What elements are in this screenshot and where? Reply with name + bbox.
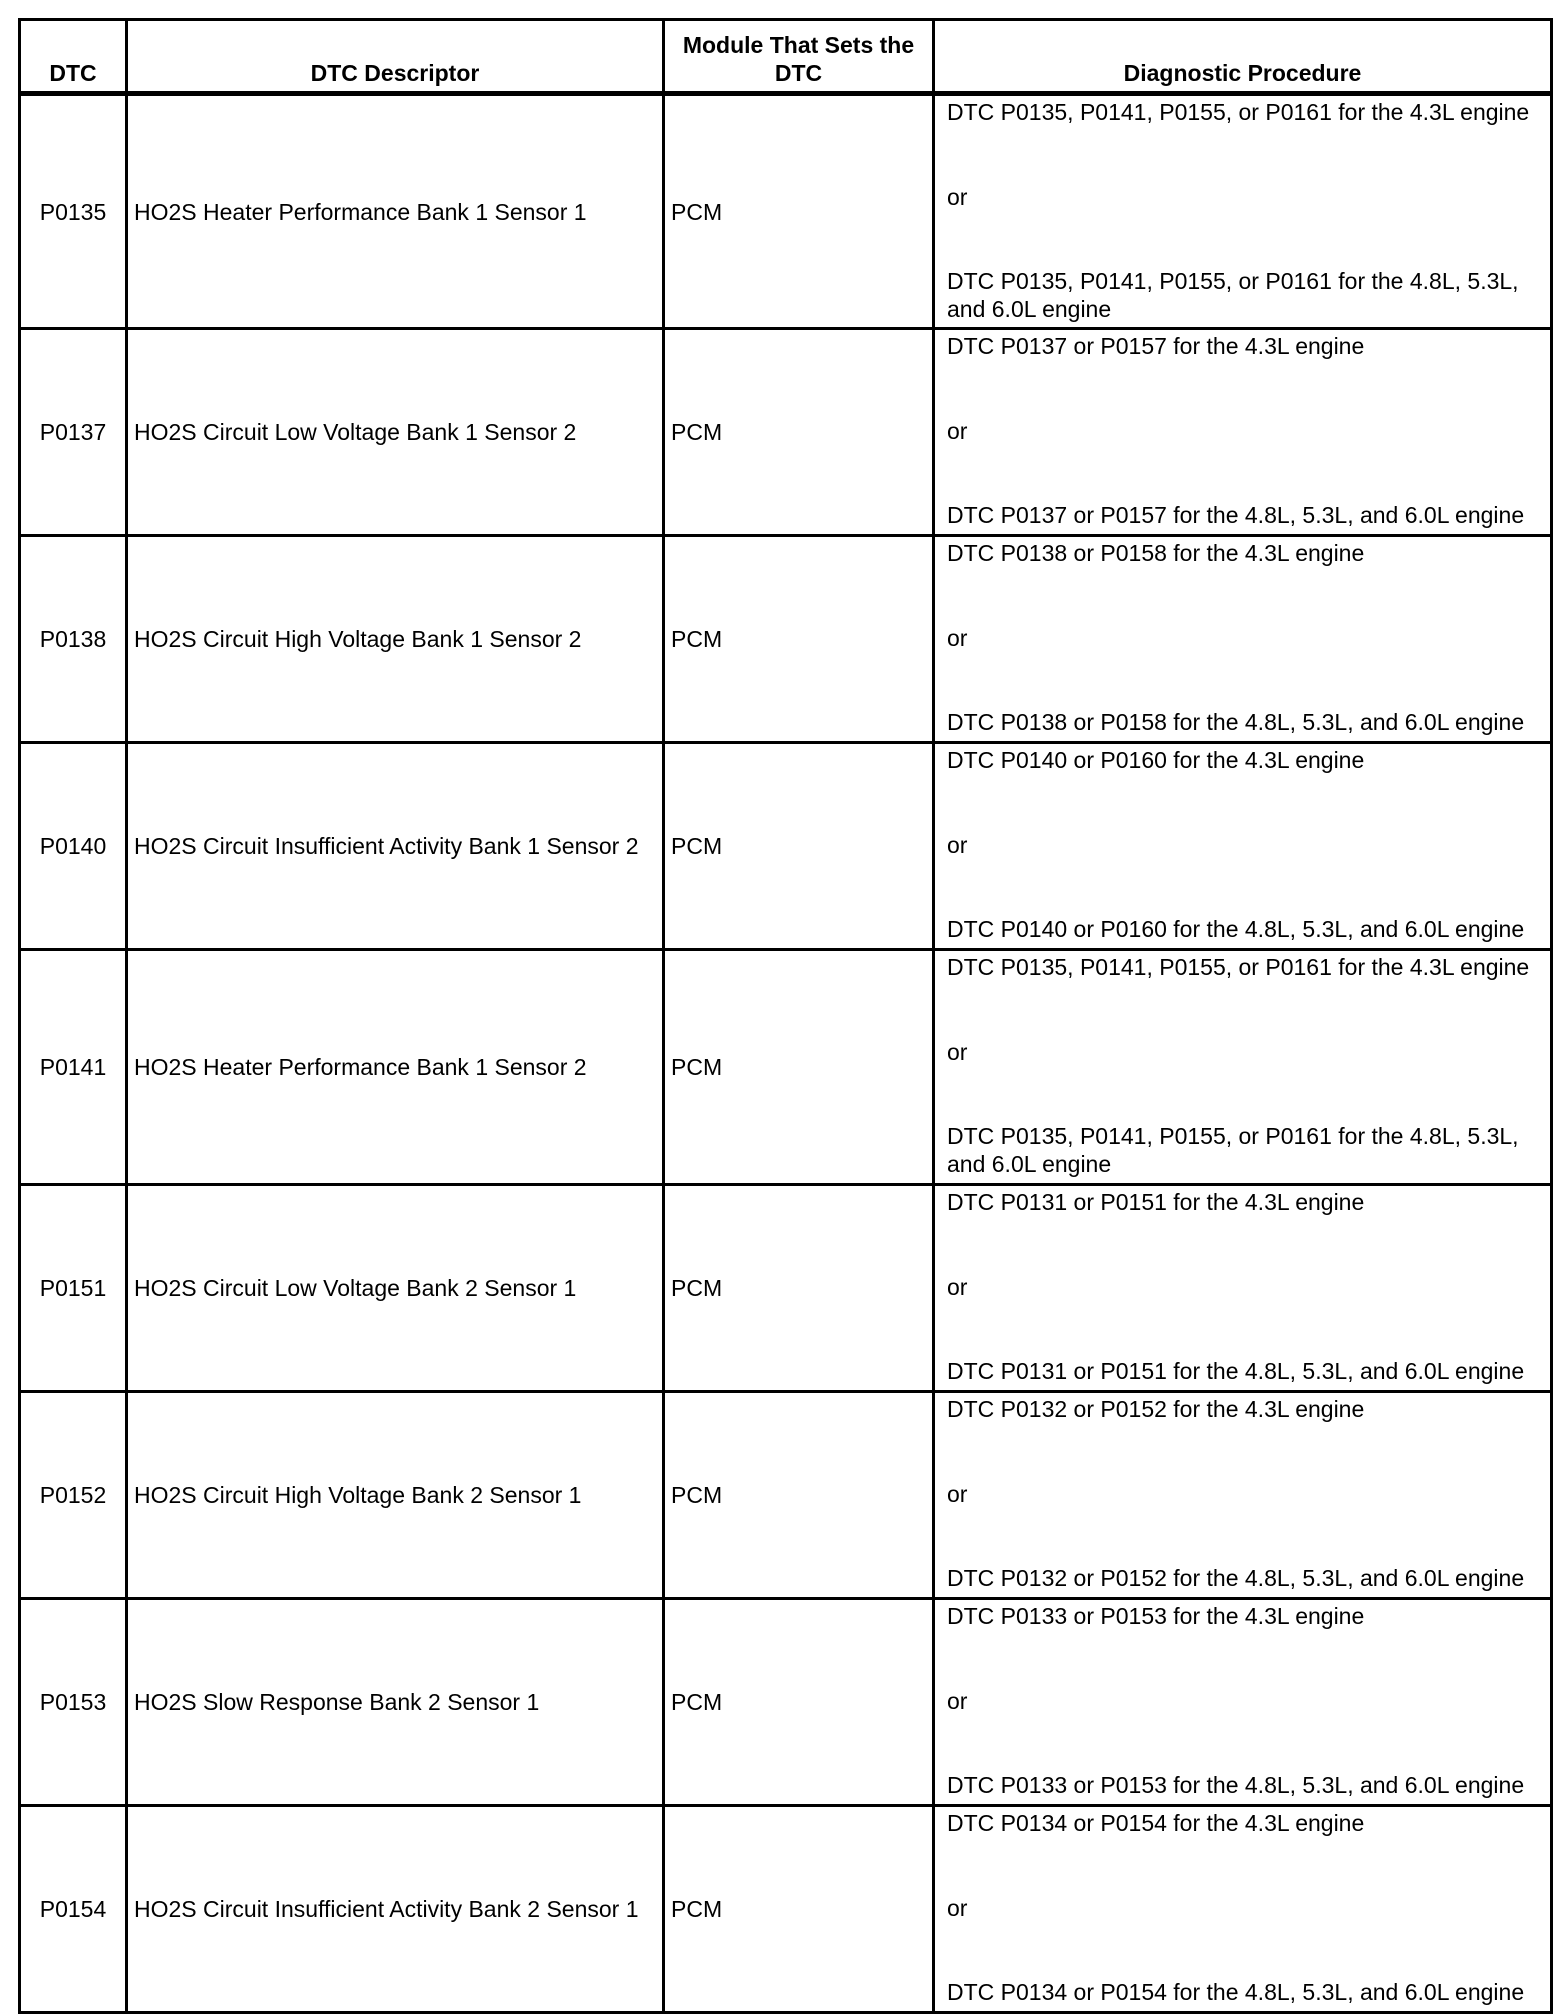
header-descriptor: DTC Descriptor (127, 20, 664, 94)
dtc-module: PCM (664, 329, 934, 536)
table-row (20, 743, 1552, 950)
procedure-or: or (947, 1687, 968, 1714)
dtc-descriptor: HO2S Circuit Insufficient Activity Bank 1 Sensor 2 (127, 743, 664, 950)
procedure-primary: DTC P0132 or P0152 for the 4.3L engine (947, 1396, 1365, 1422)
procedure-alternate: DTC P0135, P0141, P0155, or P0161 for the 4.8L, 5.3L, and 6.0L engine (947, 1123, 1519, 1177)
diagnostic-procedure (934, 1599, 1552, 1806)
diagnostic-procedure (934, 1806, 1552, 2013)
procedure-primary: DTC P0134 or P0154 for the 4.3L engine (947, 1810, 1365, 1836)
dtc-code: P0137 (20, 329, 127, 536)
table-row (20, 1599, 1552, 1806)
diagnostic-procedure (934, 743, 1552, 950)
table-row (20, 536, 1552, 743)
table-row (20, 1392, 1552, 1599)
dtc-module: PCM (664, 94, 934, 329)
procedure-or: or (947, 831, 968, 858)
procedure-primary: DTC P0135, P0141, P0155, or P0161 for the 4.3L engine (947, 99, 1530, 125)
table-row (20, 329, 1552, 536)
table-row (20, 950, 1552, 1185)
dtc-module: PCM (664, 536, 934, 743)
procedure-or: or (947, 1273, 968, 1300)
table-row (20, 1806, 1552, 2013)
dtc-code: P0138 (20, 536, 127, 743)
header-module: Module That Sets the DTC (664, 20, 934, 94)
dtc-module: PCM (664, 1806, 934, 2013)
dtc-descriptor: HO2S Circuit High Voltage Bank 1 Sensor 2 (127, 536, 664, 743)
procedure-alternate: DTC P0134 or P0154 for the 4.8L, 5.3L, and 6.0L engine (947, 1979, 1525, 2005)
procedure-or: or (947, 1480, 968, 1507)
header-procedure: Diagnostic Procedure (934, 20, 1552, 94)
diagnostic-procedure (934, 329, 1552, 536)
procedure-or: or (947, 1038, 968, 1065)
dtc-descriptor: HO2S Circuit Low Voltage Bank 1 Sensor 2 (127, 329, 664, 536)
procedure-primary: DTC P0140 or P0160 for the 4.3L engine (947, 747, 1365, 773)
diagnostic-procedure (934, 1392, 1552, 1599)
procedure-alternate: DTC P0140 or P0160 for the 4.8L, 5.3L, and 6.0L engine (947, 916, 1525, 942)
dtc-code: P0140 (20, 743, 127, 950)
dtc-descriptor: HO2S Circuit Low Voltage Bank 2 Sensor 1 (127, 1185, 664, 1392)
dtc-code: P0153 (20, 1599, 127, 1806)
procedure-alternate: DTC P0138 or P0158 for the 4.8L, 5.3L, and 6.0L engine (947, 709, 1525, 735)
dtc-descriptor: HO2S Heater Performance Bank 1 Sensor 1 (127, 94, 664, 329)
header-row (20, 20, 1552, 94)
dtc-module: PCM (664, 1599, 934, 1806)
procedure-primary: DTC P0138 or P0158 for the 4.3L engine (947, 540, 1365, 566)
dtc-module: PCM (664, 1185, 934, 1392)
procedure-alternate: DTC P0133 or P0153 for the 4.8L, 5.3L, and 6.0L engine (947, 1772, 1525, 1798)
table-row (20, 1185, 1552, 1392)
dtc-module: PCM (664, 950, 934, 1185)
procedure-primary: DTC P0135, P0141, P0155, or P0161 for the 4.3L engine (947, 954, 1530, 980)
dtc-module: PCM (664, 1392, 934, 1599)
procedure-alternate: DTC P0132 or P0152 for the 4.8L, 5.3L, and 6.0L engine (947, 1565, 1525, 1591)
diagnostic-procedure (934, 94, 1552, 329)
procedure-primary: DTC P0137 or P0157 for the 4.3L engine (947, 333, 1365, 359)
dtc-descriptor: HO2S Circuit Insufficient Activity Bank 2 Sensor 1 (127, 1806, 664, 2013)
dtc-code: P0151 (20, 1185, 127, 1392)
procedure-alternate: DTC P0131 or P0151 for the 4.8L, 5.3L, and 6.0L engine (947, 1358, 1525, 1384)
dtc-code: P0135 (20, 94, 127, 329)
diagnostic-procedure (934, 950, 1552, 1185)
procedure-alternate: DTC P0135, P0141, P0155, or P0161 for the 4.8L, 5.3L, and 6.0L engine (947, 268, 1519, 322)
dtc-descriptor: HO2S Heater Performance Bank 1 Sensor 2 (127, 950, 664, 1185)
table-row (20, 94, 1552, 329)
header-dtc: DTC (20, 20, 127, 94)
procedure-primary: DTC P0131 or P0151 for the 4.3L engine (947, 1189, 1365, 1215)
dtc-table (18, 18, 1553, 2014)
dtc-module: PCM (664, 743, 934, 950)
dtc-descriptor: HO2S Slow Response Bank 2 Sensor 1 (127, 1599, 664, 1806)
procedure-primary: DTC P0133 or P0153 for the 4.3L engine (947, 1603, 1365, 1629)
dtc-code: P0154 (20, 1806, 127, 2013)
dtc-descriptor: HO2S Circuit High Voltage Bank 2 Sensor 1 (127, 1392, 664, 1599)
procedure-or: or (947, 417, 968, 444)
diagnostic-procedure (934, 536, 1552, 743)
diagnostic-procedure (934, 1185, 1552, 1392)
procedure-or: or (947, 183, 968, 210)
dtc-code: P0152 (20, 1392, 127, 1599)
dtc-code: P0141 (20, 950, 127, 1185)
procedure-or: or (947, 1894, 968, 1921)
procedure-or: or (947, 624, 968, 651)
procedure-alternate: DTC P0137 or P0157 for the 4.8L, 5.3L, and 6.0L engine (947, 502, 1525, 528)
